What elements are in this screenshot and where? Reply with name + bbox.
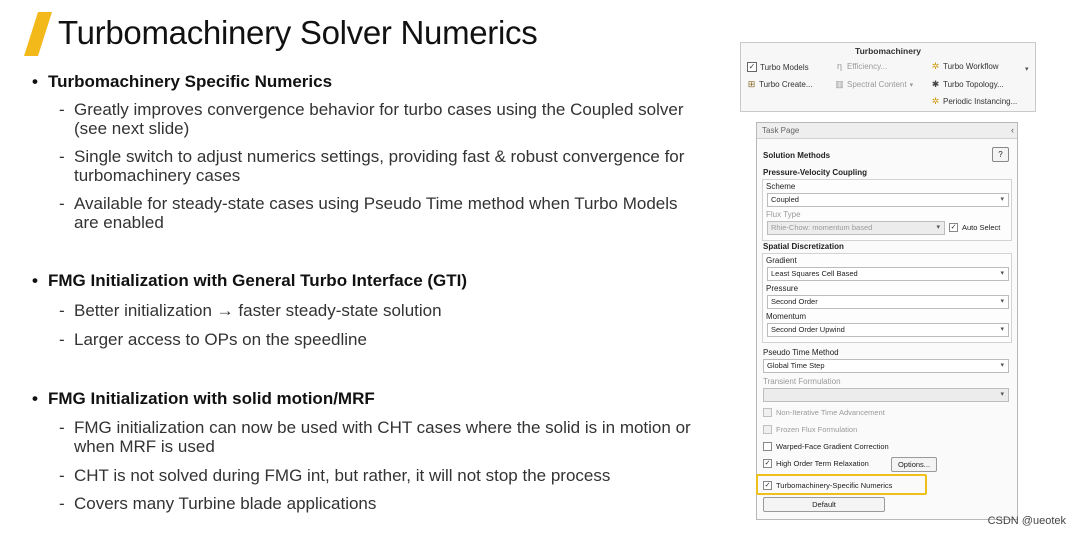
task-page-panel <box>756 122 1018 520</box>
check-icon: ✓ <box>950 224 957 231</box>
frozen-flux-checkbox[interactable]: Frozen Flux Formulation <box>763 425 857 434</box>
efficiency-icon: η <box>836 61 842 71</box>
chevron-down-icon: ▾ <box>1000 270 1004 277</box>
chevron-down-icon: ▾ <box>1000 298 1004 305</box>
efficiency-button[interactable]: η Efficiency... <box>836 61 888 71</box>
check-icon: ✓ <box>764 460 771 467</box>
momentum-select[interactable]: Second Order Upwind ▾ <box>767 323 1009 337</box>
sub-bullet: - Larger access to OPs on the speedline <box>59 330 367 349</box>
transient-formulation-select[interactable] <box>763 388 1009 402</box>
sub-bullet: - CHT is not solved during FMG int, but rather, it will not stop the process <box>59 466 611 485</box>
chevron-down-icon[interactable]: ▾ <box>1025 66 1029 73</box>
flux-type-select[interactable]: Rhie-Chow: momentum based ▾ <box>767 221 945 235</box>
slide-title: Turbomachinery Solver Numerics <box>58 14 538 51</box>
solution-methods-title: Solution Methods <box>763 151 831 160</box>
chevron-down-icon: ▾ <box>1000 391 1004 398</box>
numerics-highlight-box <box>756 474 927 495</box>
high-order-relaxation-checkbox[interactable]: ✓ High Order Term Relaxation <box>764 459 869 468</box>
bullet-heading-1: • Turbomachinery Specific Numerics <box>32 72 333 91</box>
chevron-down-icon: ▾ <box>1000 196 1004 203</box>
turbine-icon: ✲ <box>931 61 940 71</box>
transient-formulation-label: Transient Formulation <box>763 377 841 386</box>
auto-select-checkbox[interactable]: ✓ Auto Select <box>950 223 1001 232</box>
chevron-down-icon: ▾ <box>909 81 914 89</box>
spectrum-icon: ▥ <box>835 79 844 89</box>
sub-bullet: - FMG initialization can now be used with CHT cases where the solid is in motion or when MRF is used <box>59 418 691 456</box>
options-button[interactable]: Options... <box>891 457 937 472</box>
gradient-label: Gradient <box>766 256 797 265</box>
turbo-models-toggle[interactable]: ✓ Turbo Models <box>748 62 809 72</box>
sub-bullet: - Greatly improves convergence behavior for turbo cases using the Coupled solver (see next slide) <box>59 100 684 138</box>
turbo-workflow-button[interactable]: ✲ Turbo Workflow <box>931 61 999 71</box>
chevron-down-icon: ▾ <box>1000 362 1004 369</box>
ribbon-title: Turbomachinery <box>855 46 921 56</box>
bullet-heading-3: • FMG Initialization with solid motion/MRF <box>32 389 375 408</box>
default-button[interactable]: Default <box>763 497 885 512</box>
turbomachinery-ribbon <box>740 42 1036 112</box>
sub-bullet: - Single switch to adjust numerics settings, providing fast & robust convergence for turbomachinery cases <box>59 147 685 185</box>
topology-icon: ✱ <box>931 79 940 89</box>
gradient-select[interactable]: Least Squares Cell Based ▾ <box>767 267 1009 281</box>
turbomachinery-numerics-checkbox[interactable]: ✓ Turbomachinery-Specific Numerics <box>764 481 893 490</box>
sub-bullet: - Available for steady-state cases using Pseudo Time method when Turbo Models are enabled <box>59 194 678 232</box>
task-page-header: Task Page ‹ <box>757 123 1017 139</box>
sub-bullet: - Covers many Turbine blade applications <box>59 494 377 513</box>
pressure-label: Pressure <box>766 284 799 293</box>
pseudo-time-select[interactable]: Global Time Step ▾ <box>763 359 1009 373</box>
flux-type-label: Flux Type <box>766 210 801 219</box>
watermark: CSDN @ueotek <box>987 515 1066 527</box>
pressure-select[interactable]: Second Order ▾ <box>767 295 1009 309</box>
sub-bullet: - Better initialization → faster steady-state solution <box>59 301 442 320</box>
chevron-left-icon[interactable]: ‹ <box>1011 125 1014 135</box>
scheme-select[interactable]: Coupled ▾ <box>767 193 1009 207</box>
turbo-create-button[interactable]: ⊞ Turbo Create... <box>747 79 813 89</box>
check-icon: ✓ <box>764 482 771 489</box>
turbo-topology-button[interactable]: ✱ Turbo Topology... <box>931 79 1004 89</box>
periodic-instancing-button[interactable]: ✲ Periodic Instancing... <box>931 96 1018 106</box>
pv-coupling-heading: Pressure-Velocity Coupling <box>763 168 868 177</box>
chevron-down-icon: ▾ <box>936 224 940 231</box>
pseudo-time-label: Pseudo Time Method <box>763 348 839 357</box>
check-icon: ✓ <box>748 62 756 71</box>
non-iterative-checkbox[interactable]: Non-Iterative Time Advancement <box>763 408 885 417</box>
bullet-heading-2: • FMG Initialization with General Turbo Interface (GTI) <box>32 271 468 290</box>
create-icon: ⊞ <box>747 79 756 89</box>
spectral-content-button[interactable]: ▥ Spectral Content ▾ <box>835 79 914 89</box>
scheme-label: Scheme <box>766 182 796 191</box>
help-button[interactable]: ? <box>992 147 1009 162</box>
momentum-label: Momentum <box>766 312 807 321</box>
chevron-down-icon: ▾ <box>1000 326 1004 333</box>
turbine-icon: ✲ <box>931 96 940 106</box>
spatial-discretization-heading: Spatial Discretization <box>763 242 844 251</box>
warped-face-checkbox[interactable]: Warped-Face Gradient Correction <box>763 442 889 451</box>
